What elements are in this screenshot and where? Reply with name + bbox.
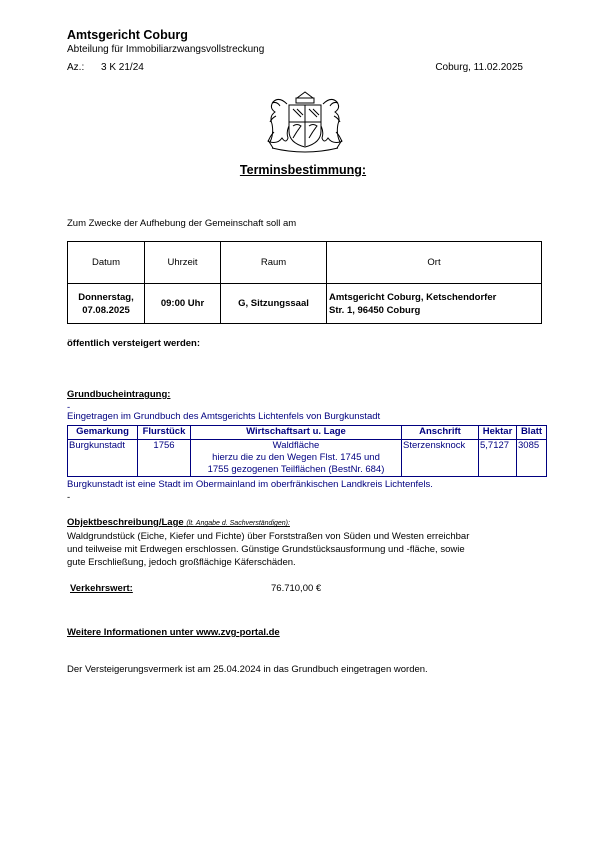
cell-blatt: 3085 [517,440,547,477]
header-hektar: Hektar [479,426,517,440]
separator-dash: - [67,402,71,413]
header-ort: Ort [327,242,542,284]
header-uhrzeit: Uhrzeit [145,242,221,284]
land-register-table-header [68,426,547,440]
market-value: 76.710,00 € [271,583,322,594]
cell-anschrift: Sterzensknock [402,440,479,477]
cell-hektar: 5,7127 [479,440,517,477]
appointment-table [67,241,542,324]
appointment-table-header [68,242,542,284]
intro-text: Zum Zwecke der Aufhebung der Gemeinschaft soll am [67,218,297,229]
appointment-date: Donnerstag, 07.08.2025 [68,284,145,324]
land-register-heading: Grundbucheintragung: [67,389,171,400]
appointment-time: 09:00 Uhr [145,284,221,324]
land-register-table [67,425,547,477]
case-number: 3 K 21/24 [101,62,144,73]
auction-note-text: Der Versteigerungsvermerk ist am 25.04.2024 in das Grundbuch eingetragen worden. [67,664,428,675]
place-and-date: Coburg, 11.02.2025 [435,62,523,73]
header-raum: Raum [221,242,327,284]
header-anschrift: Anschrift [402,426,479,440]
auction-statement: öffentlich versteigert werden: [67,338,201,349]
document-title: Terminsbestimmung: [239,163,367,177]
court-name: Amtsgericht Coburg [67,28,188,42]
header-flurstueck: Flurstück [138,426,191,440]
cell-flurstueck: 1756 [138,440,191,477]
market-value-label: Verkehrswert: [70,583,133,594]
object-description-text: Waldgrundstück (Eiche, Kiefer und Fichte) über Forststraßen von Süden und Westen erreichbar und teilweise mit Erdwegen erschlossen. Günstige Grundstücksausformung und -fläche, sowie gute Erschließung, jedoch großflächige Käferschäden. [67,531,470,568]
land-register-note: Burgkunstadt ist eine Stadt im Obermainland im oberfränkischen Landkreis Lichtenfels. [67,479,433,490]
object-description-heading: Objektbeschreibung/Lage (lt. Angabe d. Sachverständigen): [67,517,290,528]
court-department: Abteilung für Immobiliarzwangsvollstreckung [67,44,265,55]
table-row [68,440,547,477]
appointment-table-row [68,284,542,324]
bavarian-coat-of-arms-icon [260,88,350,154]
cell-gemarkung: Burgkunstadt [68,440,138,477]
header-wirtschaftsart: Wirtschaftsart u. Lage [191,426,402,440]
header-datum: Datum [68,242,145,284]
header-blatt: Blatt [517,426,547,440]
separator-dash: - [67,492,71,503]
appointment-place: Amtsgericht Coburg, Ketschendorfer Str. 1, 96450 Coburg [327,284,542,324]
appointment-room: G, Sitzungssaal [221,284,327,324]
land-register-intro: Eingetragen im Grundbuch des Amtsgerichts Lichtenfels von Burgkunstadt [67,411,381,422]
cell-wirtschaftsart: Waldfläche hierzu die zu den Wegen Flst. 1745 und 1755 gezogenen Teilflächen (BestNr. 684) [191,440,402,477]
more-info-link[interactable]: Weitere Informationen unter www.zvg-portal.de [67,627,280,638]
header-gemarkung: Gemarkung [68,426,138,440]
case-number-label: Az.: [67,62,85,73]
